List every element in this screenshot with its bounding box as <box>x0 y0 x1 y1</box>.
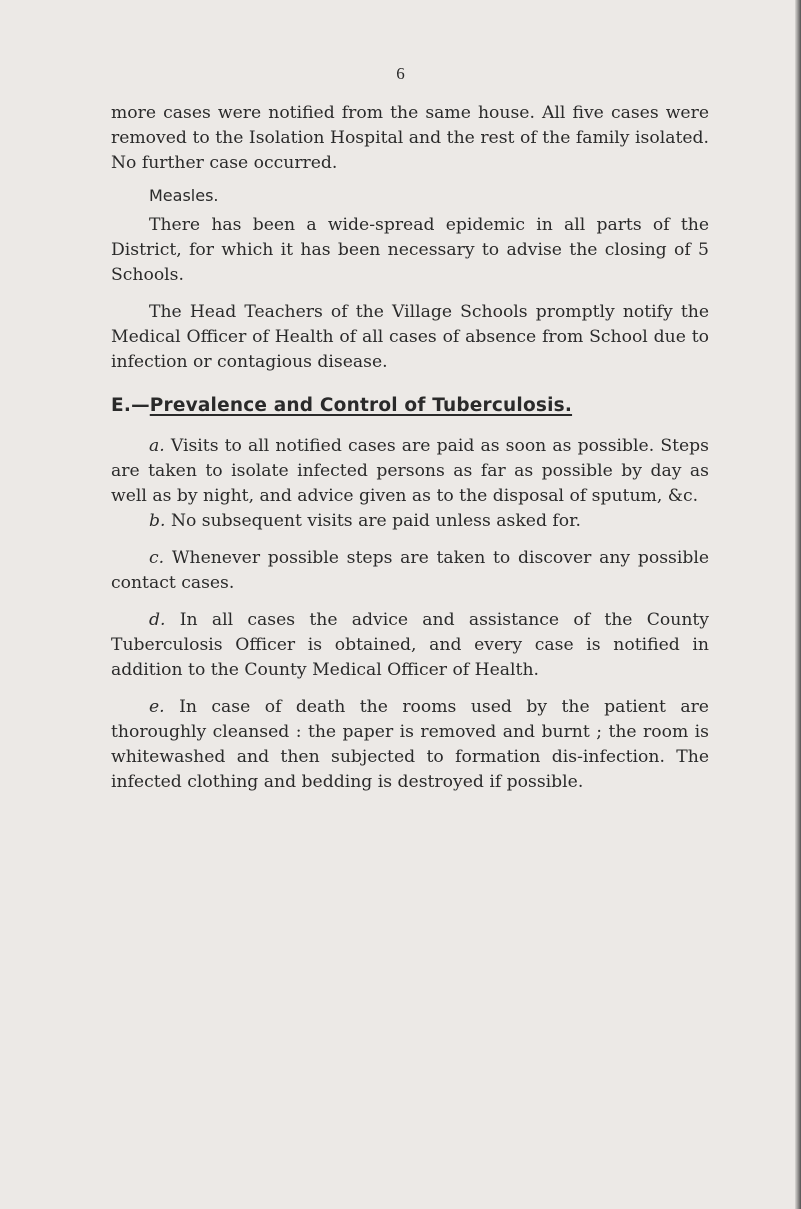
item-text: No subsequent visits are paid unless asked for. <box>170 511 581 531</box>
list-item-c <box>111 546 709 596</box>
section-prefix: E.— <box>111 395 150 416</box>
paragraph-continuation: more cases were notified from the same house. All five cases were removed to the Isolation Hospital and the rest of the family isolated. No further case occurred. <box>111 103 709 173</box>
item-letter: a. <box>149 436 165 456</box>
item-letter: c. <box>149 548 165 568</box>
item-text: In case of death the rooms used by the patient are thoroughly cleansed : the paper is removed and burnt ; the room is whitewashed and then subjected to formation dis-infection. The infected clothing and bedding is destroyed if possible. <box>111 697 709 792</box>
item-text: Visits to all notified cases are paid as soon as possible. Steps are taken to isolate infected persons as far as possible by day as well as by night, and advice given as to the disposal of sputum, &c. <box>111 436 709 506</box>
document-body <box>111 101 709 795</box>
item-letter: e. <box>149 697 165 717</box>
list-item-a <box>111 434 709 509</box>
section-heading <box>111 393 709 418</box>
measles-heading: Measles. <box>149 186 219 205</box>
list-item-b <box>111 509 709 534</box>
page-number: 6 <box>396 64 405 83</box>
list-item-d <box>111 608 709 683</box>
item-text: In all cases the advice and assistance of the County Tuberculosis Officer is obtained, and every case is notified in addition to the County Medical Officer of Health. <box>111 610 710 680</box>
list-item-e <box>111 695 709 795</box>
item-text: Whenever possible steps are taken to discover any possible contact cases. <box>111 548 710 593</box>
item-letter: d. <box>149 610 166 630</box>
item-letter: b. <box>149 511 166 531</box>
paragraph-measles-epidemic: There has been a wide-spread epidemic in all parts of the District, for which it has been necessary to advise the closing of 5 Schools. <box>111 215 709 285</box>
section-title: Prevalence and Control of Tuberculosis. <box>149 395 573 416</box>
paragraph-head-teachers: The Head Teachers of the Village Schools promptly notify the Medical Officer of Health of all cases of absence from School due to infection or contagious disease. <box>111 302 709 372</box>
page-edge-shadow <box>795 0 801 1209</box>
